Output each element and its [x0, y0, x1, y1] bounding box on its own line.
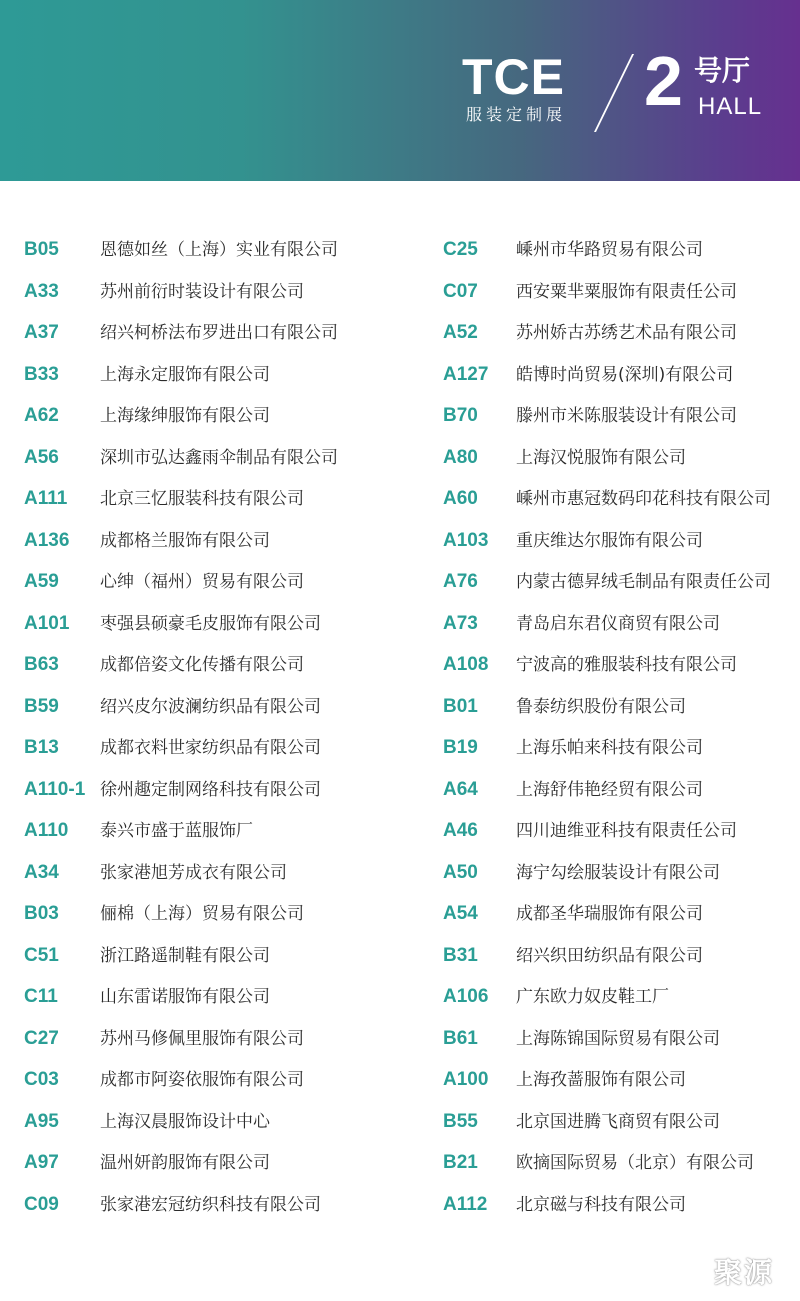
- hall-label-cn: 号厅: [694, 54, 751, 87]
- booth-code: A127: [443, 363, 489, 385]
- company-name: 重庆维达尔服饰有限公司: [516, 530, 703, 551]
- booth-code: B33: [24, 363, 59, 385]
- brand-title: TCE: [462, 49, 565, 105]
- company-name: 成都市阿姿依服饰有限公司: [100, 1070, 304, 1090]
- company-name: 枣强县硕豪毛皮服饰有限公司: [100, 613, 321, 634]
- company-name: 苏州前衍时装设计有限公司: [100, 281, 304, 302]
- brand-subtitle: 服装定制展: [466, 105, 567, 124]
- company-name: 北京国进腾飞商贸有限公司: [516, 1111, 720, 1132]
- company-name: 滕州市米陈服装设计有限公司: [516, 406, 737, 426]
- booth-code: C03: [24, 1069, 59, 1090]
- company-name: 浙江路遥制鞋有限公司: [100, 945, 270, 966]
- company-name: 苏州马修佩里服饰有限公司: [100, 1028, 304, 1049]
- company-name: 上海缘绅服饰有限公司: [100, 406, 270, 426]
- company-name: 俪棉（上海）贸易有限公司: [100, 904, 304, 924]
- company-name: 成都格兰服饰有限公司: [100, 530, 270, 551]
- company-name: 成都圣华瑞服饰有限公司: [516, 904, 703, 924]
- company-name: 成都倍姿文化传播有限公司: [100, 655, 304, 675]
- header-banner: [0, 0, 800, 181]
- booth-code: A101: [24, 612, 70, 634]
- booth-code: C25: [443, 239, 478, 260]
- booth-code: A110: [24, 820, 69, 841]
- booth-code: A60: [443, 488, 478, 509]
- booth-code: A106: [443, 986, 489, 1007]
- booth-code: A80: [443, 446, 478, 468]
- booth-code: A103: [443, 529, 489, 551]
- booth-code: A54: [443, 903, 478, 924]
- company-name: 内蒙古德昇绒毛制品有限责任公司: [516, 572, 771, 592]
- booth-code: A112: [443, 1193, 488, 1215]
- booth-code: C27: [24, 1027, 59, 1049]
- booth-code: A46: [443, 820, 478, 841]
- company-name: 上海永定服饰有限公司: [100, 364, 270, 385]
- booth-code: B13: [24, 737, 59, 758]
- company-name: 嵊州市惠冠数码印花科技有限公司: [516, 489, 771, 509]
- hall-number: 2: [644, 42, 683, 120]
- company-name: 北京三忆服装科技有限公司: [100, 489, 304, 509]
- company-name: 广东欧力奴皮鞋工厂: [516, 987, 669, 1007]
- company-name: 山东雷诺服饰有限公司: [100, 987, 270, 1007]
- hall-label-en: HALL: [698, 93, 763, 120]
- company-name: 上海乐帕来科技有限公司: [516, 738, 703, 758]
- booth-code: A100: [443, 1069, 489, 1090]
- company-name: 泰兴市盛于蓝服饰厂: [100, 821, 253, 841]
- booth-code: A64: [443, 778, 478, 800]
- company-name: 北京磁与科技有限公司: [516, 1194, 686, 1215]
- company-name: 上海孜蔷服饰有限公司: [516, 1070, 686, 1090]
- company-name: 嵊州市华路贸易有限公司: [516, 240, 703, 260]
- company-name: 绍兴皮尔波澜纺织品有限公司: [100, 696, 321, 717]
- company-name: 上海舒伟艳经贸有限公司: [516, 779, 703, 800]
- company-name: 张家港旭芳成衣有限公司: [100, 862, 287, 883]
- booth-code: B70: [443, 405, 478, 426]
- booth-code: B59: [24, 695, 59, 717]
- booth-code: B01: [443, 695, 478, 717]
- booth-code: B63: [24, 654, 59, 675]
- booth-code: B31: [443, 944, 478, 966]
- booth-code: B03: [24, 903, 59, 924]
- booth-code: B55: [443, 1110, 478, 1132]
- divider-slash: [594, 54, 634, 132]
- company-name: 温州妍韵服饰有限公司: [100, 1153, 270, 1173]
- company-name: 恩德如丝（上海）实业有限公司: [100, 240, 338, 260]
- company-name: 西安粟芈粟服饰有限责任公司: [516, 281, 737, 302]
- company-name: 海宁勾绘服装设计有限公司: [516, 862, 720, 883]
- booth-code: A52: [443, 322, 478, 343]
- company-name: 深圳市弘达鑫雨伞制品有限公司: [100, 447, 338, 468]
- booth-code: A111: [24, 488, 68, 509]
- booth-code: A76: [443, 571, 478, 592]
- company-name: 徐州趣定制网络科技有限公司: [100, 779, 321, 800]
- booth-code: A62: [24, 405, 59, 426]
- company-name: 皓博时尚贸易(深圳)有限公司: [516, 364, 734, 385]
- company-name: 鲁泰纺织股份有限公司: [516, 696, 686, 717]
- booth-code: C51: [24, 944, 59, 966]
- company-name: 宁波高的雅服装科技有限公司: [516, 655, 737, 675]
- booth-code: A33: [24, 280, 59, 302]
- booth-code: B61: [443, 1027, 478, 1049]
- booth-code: A95: [24, 1110, 59, 1132]
- company-name: 欧摘国际贸易（北京）有限公司: [516, 1153, 754, 1173]
- company-name: 成都衣料世家纺织品有限公司: [100, 738, 321, 758]
- booth-code: A108: [443, 654, 489, 675]
- company-name: 青岛启东君仪商贸有限公司: [516, 613, 720, 634]
- booth-code: B19: [443, 737, 478, 758]
- booth-code: A73: [443, 612, 478, 634]
- company-name: 张家港宏冠纺织科技有限公司: [100, 1194, 321, 1215]
- booth-code: A110-1: [24, 778, 86, 800]
- booth-code: A37: [24, 322, 59, 343]
- booth-code: A97: [24, 1152, 59, 1173]
- booth-code: A136: [24, 529, 70, 551]
- company-name: 心绅（福州）贸易有限公司: [100, 572, 304, 592]
- booth-code: A50: [443, 861, 478, 883]
- company-name: 苏州娇古苏绣艺术品有限公司: [516, 323, 737, 343]
- company-name: 四川迪维亚科技有限责任公司: [516, 821, 737, 841]
- booth-code: B21: [443, 1152, 478, 1173]
- booth-code: A34: [24, 861, 59, 883]
- company-name: 上海汉悦服饰有限公司: [516, 447, 686, 468]
- booth-code: B05: [24, 239, 59, 260]
- company-name: 绍兴织田纺织品有限公司: [516, 945, 703, 966]
- booth-code: C07: [443, 280, 478, 302]
- booth-code: C09: [24, 1193, 59, 1215]
- booth-code: A56: [24, 446, 59, 468]
- company-name: 上海汉晨服饰设计中心: [100, 1111, 270, 1132]
- company-name: 绍兴柯桥法布罗进出口有限公司: [100, 323, 338, 343]
- booth-code: C11: [24, 986, 58, 1007]
- watermark: 聚源: [713, 1256, 774, 1289]
- booth-code: A59: [24, 571, 59, 592]
- company-name: 上海陈锦国际贸易有限公司: [516, 1028, 720, 1049]
